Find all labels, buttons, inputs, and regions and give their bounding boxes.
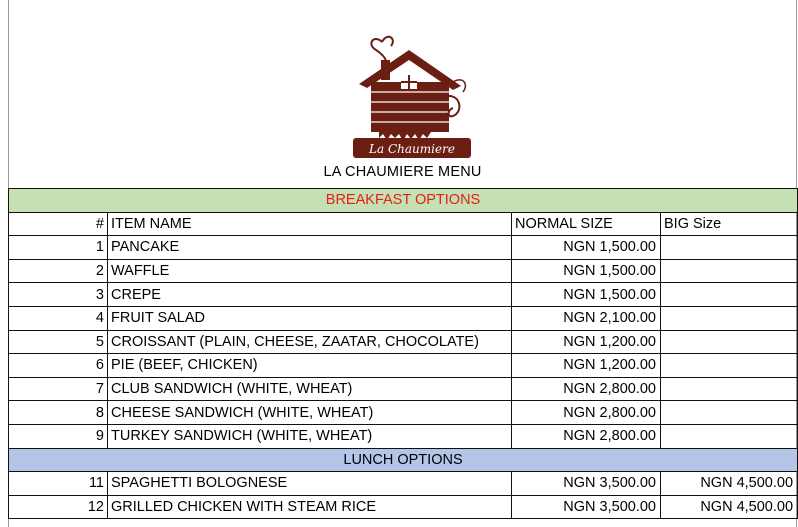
item-normal-price: NGN 1,500.00 — [512, 236, 661, 260]
item-name: CREPE — [108, 283, 512, 307]
item-big-price — [661, 283, 798, 307]
item-normal-price: NGN 3,500.00 — [512, 495, 661, 519]
item-number: 3 — [9, 283, 108, 307]
item-big-price — [661, 236, 798, 260]
col-big-header: BIG Size — [661, 212, 798, 236]
menu-row — [9, 330, 798, 354]
menu-table — [8, 188, 798, 519]
menu-title: LA CHAUMIERE MENU — [323, 164, 482, 180]
item-name: CLUB SANDWICH (WHITE, WHEAT) — [108, 377, 512, 401]
menu-row — [9, 495, 798, 519]
item-number: 7 — [9, 377, 108, 401]
menu-row — [9, 236, 798, 260]
item-name: CHEESE SANDWICH (WHITE, WHEAT) — [108, 401, 512, 425]
item-number: 6 — [9, 354, 108, 378]
breakfast-section-row — [9, 189, 798, 213]
item-number: 11 — [9, 472, 108, 496]
item-big-price: NGN 4,500.00 — [661, 472, 798, 496]
item-normal-price: NGN 2,800.00 — [512, 377, 661, 401]
item-big-price — [661, 401, 798, 425]
lunch-section-label: LUNCH OPTIONS — [9, 448, 798, 472]
menu-row — [9, 259, 798, 283]
item-big-price — [661, 330, 798, 354]
item-name: GRILLED CHICKEN WITH STEAM RICE — [108, 495, 512, 519]
item-number: 5 — [9, 330, 108, 354]
item-normal-price: NGN 2,100.00 — [512, 306, 661, 330]
item-big-price — [661, 259, 798, 283]
menu-row — [9, 472, 798, 496]
item-normal-price: NGN 1,500.00 — [512, 283, 661, 307]
menu-row — [9, 306, 798, 330]
item-name: PIE (BEEF, CHICKEN) — [108, 354, 512, 378]
item-number: 8 — [9, 401, 108, 425]
col-item-header: ITEM NAME — [108, 212, 512, 236]
item-normal-price: NGN 1,200.00 — [512, 330, 661, 354]
item-normal-price: NGN 1,200.00 — [512, 354, 661, 378]
menu-row — [9, 283, 798, 307]
item-name: PANCAKE — [108, 236, 512, 260]
col-number-header: # — [9, 212, 108, 236]
logo-wordmark: La Chaumiere — [369, 142, 455, 156]
lunch-section-row — [9, 448, 798, 472]
item-big-price: NGN 4,500.00 — [661, 495, 798, 519]
item-number: 4 — [9, 306, 108, 330]
item-normal-price: NGN 3,500.00 — [512, 472, 661, 496]
item-big-price — [661, 377, 798, 401]
item-number: 2 — [9, 259, 108, 283]
col-normal-header: NORMAL SIZE — [512, 212, 661, 236]
menu-header — [9, 0, 796, 188]
item-name: FRUIT SALAD — [108, 306, 512, 330]
item-normal-price: NGN 1,500.00 — [512, 259, 661, 283]
item-name: SPAGHETTI BOLOGNESE — [108, 472, 512, 496]
column-header-row — [9, 212, 798, 236]
item-name: TURKEY SANDWICH (WHITE, WHEAT) — [108, 424, 512, 448]
la-chaumiere-logo — [349, 22, 479, 162]
item-number: 1 — [9, 236, 108, 260]
breakfast-section-label: BREAKFAST OPTIONS — [9, 189, 798, 213]
item-number: 12 — [9, 495, 108, 519]
item-name: CROISSANT (PLAIN, CHEESE, ZAATAR, CHOCOLATE) — [108, 330, 512, 354]
item-normal-price: NGN 2,800.00 — [512, 424, 661, 448]
menu-row — [9, 354, 798, 378]
menu-row — [9, 377, 798, 401]
item-number: 9 — [9, 424, 108, 448]
item-big-price — [661, 354, 798, 378]
menu-row — [9, 401, 798, 425]
menu-sheet — [8, 0, 797, 527]
item-big-price — [661, 424, 798, 448]
menu-row — [9, 424, 798, 448]
item-normal-price: NGN 2,800.00 — [512, 401, 661, 425]
item-big-price — [661, 306, 798, 330]
item-name: WAFFLE — [108, 259, 512, 283]
